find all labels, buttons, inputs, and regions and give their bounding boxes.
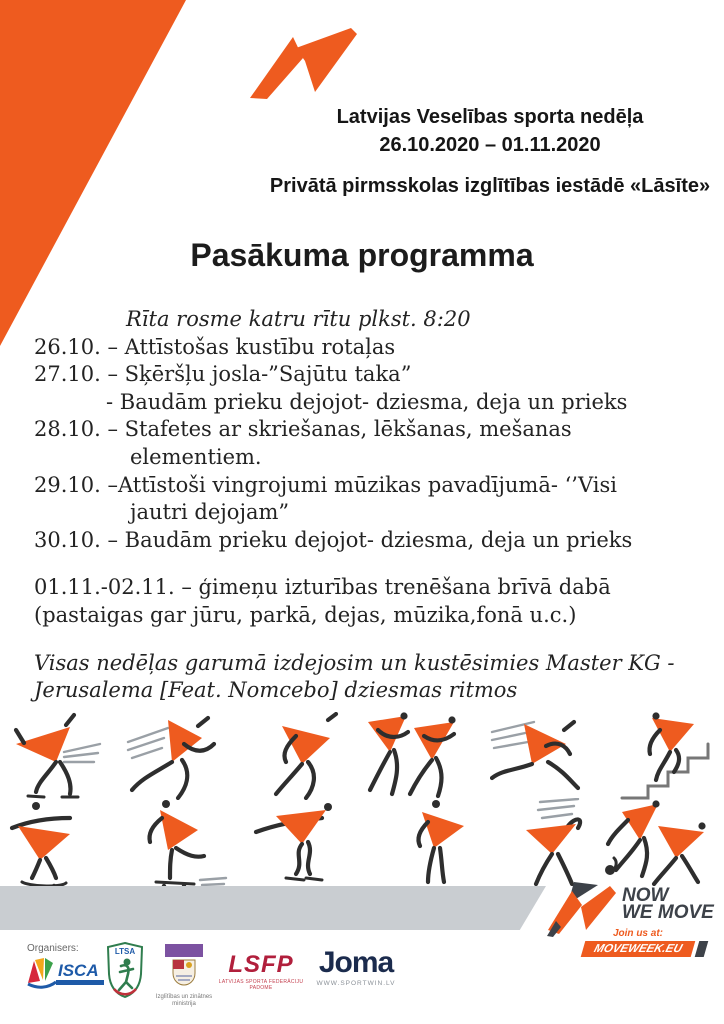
- joma-logo-subtext: WWW.SPORTWIN.LV: [316, 980, 396, 987]
- lsfp-logo: [218, 952, 304, 991]
- program-line: (pastaigas gar jūru, parkā, dejas, mūzika,fonā u.c.): [34, 602, 577, 627]
- program-list: [34, 306, 710, 705]
- program-line: 28.10. – Stafetes ar skriešanas, lēkšanas, mešanas: [34, 417, 572, 442]
- program-line: Rīta rosme katru rītu plkst. 8:20: [126, 307, 471, 331]
- nwm-wordmark-line1: NOW: [622, 885, 669, 906]
- gray-bar-decoration: [0, 886, 546, 930]
- leaping-runner-icon: [126, 712, 236, 800]
- program-line: 26.10. – Attīstošas kustību rotaļas: [34, 334, 396, 359]
- joma-logo-text: Joma: [318, 946, 394, 979]
- moveweek-banner: MOVEWEEK.EU: [581, 941, 696, 957]
- sprinter-icon: [490, 712, 605, 800]
- coat-of-arms-icon: [169, 959, 199, 987]
- program-line: Visas nedēļas garumā izdejosim un kustēsimies Master KG -: [34, 650, 675, 675]
- program-line: 30.10. – Baudām prieku dejojot- dziesma, deja un prieks: [34, 527, 633, 552]
- nwm-wordmark: [622, 887, 714, 921]
- skateboarder-icon: [8, 798, 118, 886]
- program-line: jautri dejojam”: [130, 500, 290, 525]
- header-block: [256, 106, 724, 198]
- glide-skater-icon: [252, 798, 362, 886]
- skateboard-kicker-icon: [134, 798, 244, 886]
- ministry-purple-bar: [165, 944, 203, 957]
- footballers-icon: [598, 798, 723, 886]
- event-dates: 26.10.2020 – 01.11.2020: [379, 134, 601, 156]
- nwm-flash-icon: [246, 18, 364, 104]
- ministry-label-line2: ministrija: [172, 1001, 196, 1007]
- program-line: Jerusalema [Feat. Nomcebo] dziesmas ritmos: [34, 678, 518, 703]
- isca-logo: [26, 957, 108, 989]
- joma-logo: [306, 948, 406, 987]
- ministry-label-line1: Izglītības un zinātnes: [155, 994, 213, 1000]
- nwm-wordmark-line2: WE MOVE: [622, 902, 714, 923]
- runner-icon: [262, 712, 352, 800]
- program-line: elementiem.: [130, 444, 262, 469]
- banner-edge-decoration: [695, 941, 709, 957]
- program-line: 27.10. – Sķēršļu josla-”Sajūtu taka”: [34, 362, 412, 387]
- runner-pair-icon: [360, 712, 480, 800]
- ltsa-logo-text: LTSA: [114, 947, 136, 956]
- program-line: 01.11.-02.11. – ģimeņu izturības trenēšana brīvā dabā: [34, 575, 611, 600]
- standing-figure-icon: [388, 798, 483, 886]
- orange-corner-decoration: [0, 0, 190, 350]
- join-us-label: Join us at:: [612, 928, 663, 939]
- ministry-logo: [148, 944, 220, 1008]
- event-title: Latvijas Veselības sporta nedēļa: [336, 106, 644, 128]
- ltsa-logo: [106, 942, 144, 998]
- lsfp-logo-subtext: LATVIJAS SPORTA FEDERĀCIJU PADOME: [218, 979, 304, 991]
- organisers-label: Organisers:: [27, 943, 79, 954]
- stair-climber-icon: [614, 712, 722, 800]
- isca-logo-text: ISCA: [58, 961, 99, 980]
- program-line: 29.10. –Attīstoši vingrojumi mūzikas pavadījumā- ‘’Visi: [34, 472, 617, 497]
- program-heading: Pasākuma programma: [190, 237, 534, 273]
- venue-name: Privātā pirmsskolas izglītības iestādē «Lāsīte»: [269, 175, 711, 197]
- lsfp-logo-text: LSFP: [228, 951, 294, 978]
- roller-skater-icon: [12, 712, 117, 800]
- program-line: - Baudām prieku dejojot- dziesma, deja un prieks: [106, 389, 628, 414]
